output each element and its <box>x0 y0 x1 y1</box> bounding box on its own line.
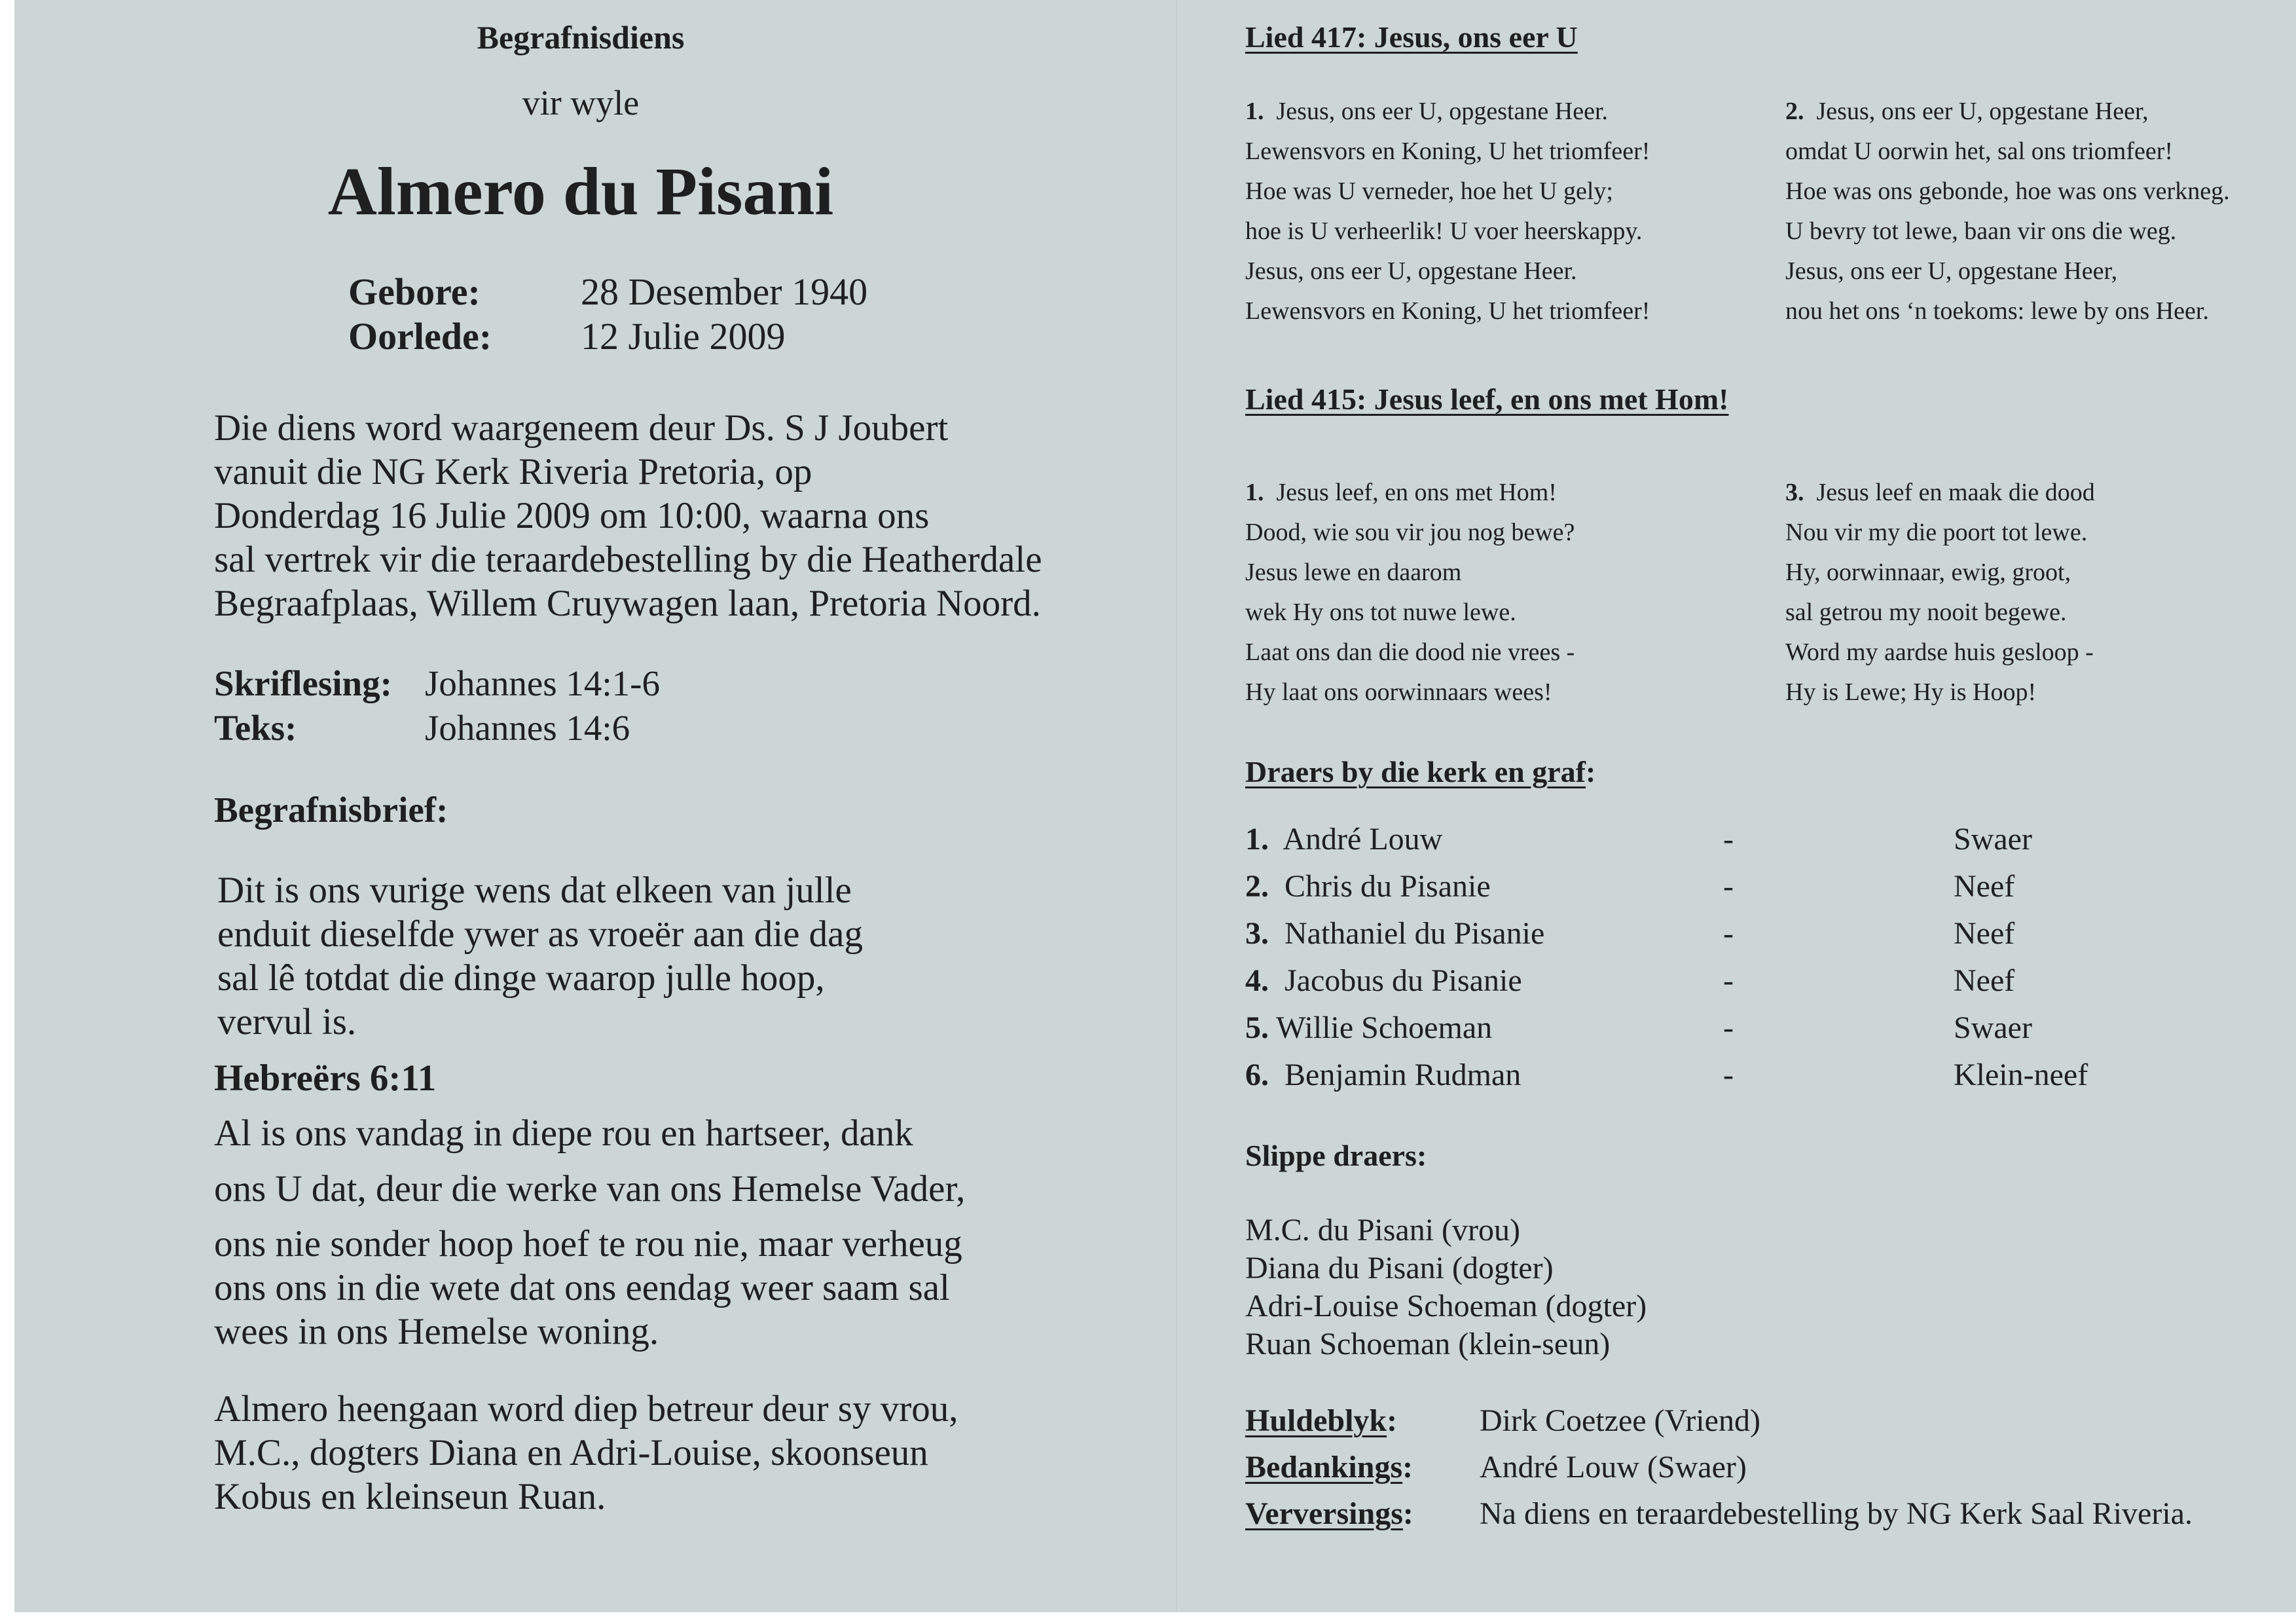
verse-line: Jesus, ons eer U, opgestane Heer, <box>1816 98 2149 125</box>
letter-line: enduit dieselfde ywer as vroeër aan die dag <box>217 913 863 955</box>
slip-bearers-list <box>1245 1211 1647 1363</box>
hymn-415-verse-1 <box>1245 473 1575 712</box>
list-item: Adri-Louise Schoeman (dogter) <box>1245 1289 1647 1323</box>
pamphlet-sheet <box>14 0 2296 1612</box>
bearer-relation: Neef <box>1954 916 2015 951</box>
hymn-417-verse-1 <box>1245 92 1650 331</box>
verse-line: Hy laat ons oorwinnaars wees! <box>1245 678 1552 706</box>
mourners-text <box>214 1387 958 1519</box>
list-item: M.C. du Pisani (vrou) <box>1245 1213 1520 1247</box>
thanks-value: André Louw (Swaer) <box>1480 1450 1747 1485</box>
prayer-line: ons nie sonder hoop hoef te rou nie, maar verheug <box>214 1223 962 1264</box>
bearer-row: 6. Benjamin Rudman <box>1245 1058 1522 1092</box>
died-date: 12 Julie 2009 <box>581 315 786 358</box>
mourners-line: Kobus en kleinseun Ruan. <box>214 1476 606 1517</box>
bearer-row: 1. André Louw <box>1245 822 1443 857</box>
verse-number: 3. <box>1785 479 1804 506</box>
bearer-dash: - <box>1723 1010 1734 1045</box>
refreshments-value: Na diens en teraardebestelling by NG Kerk Saal Riveria. <box>1480 1496 2193 1531</box>
bearer-row: 5. Willie Schoeman <box>1245 1010 1493 1045</box>
verse-line: Jesus, ons eer U, opgestane Heer. <box>1245 257 1577 285</box>
bearer-relation: Swaer <box>1954 822 2032 857</box>
bearer-relation: Neef <box>1954 963 2015 998</box>
bearer-dash: - <box>1723 1058 1734 1092</box>
text-value: Johannes 14:6 <box>425 708 630 748</box>
verse-line: Jesus, ons eer U, opgestane Heer. <box>1276 98 1609 125</box>
verse-line: Hy, oorwinnaar, ewig, groot, <box>1785 559 2071 586</box>
verse-line: Laat ons dan die dood nie vrees - <box>1245 638 1575 666</box>
service-title: Begrafnisdiens <box>477 19 685 56</box>
verse-number: 1. <box>1245 479 1264 506</box>
verse-line: wek Hy ons tot nuwe lewe. <box>1245 599 1516 626</box>
verse-line: Jesus leef en maak die dood <box>1816 479 2095 506</box>
slip-bearers-heading: Slippe draers: <box>1245 1139 1427 1172</box>
letter-line: vervul is. <box>217 1001 357 1043</box>
prayer-line: ons U dat, deur die werke van ons Hemelse Vader, <box>214 1168 966 1209</box>
service-line: vanuit die NG Kerk Riveria Pretoria, op <box>214 451 812 492</box>
prayer-line: wees in ons Hemelse woning. <box>214 1311 659 1352</box>
bearer-relation: Neef <box>1954 869 2015 904</box>
verse-line: omdat U oorwin het, sal ons triomfeer! <box>1785 138 2174 165</box>
verse-line: Jesus leef, en ons met Hom! <box>1276 479 1557 506</box>
text-label: Teks: <box>214 708 297 748</box>
bearer-row: 4. Jacobus du Pisanie <box>1245 963 1522 998</box>
bearer-relation: Klein-neef <box>1954 1058 2088 1092</box>
bearer-dash: - <box>1723 963 1734 998</box>
bearer-dash: - <box>1723 822 1734 857</box>
verse-line: U bevry tot lewe, baan vir ons die weg. <box>1785 217 2177 245</box>
verse-line: Dood, wie sou vir jou nog bewe? <box>1245 519 1575 546</box>
born-date: 28 Desember 1940 <box>581 270 868 313</box>
service-line: Die diens word waargeneem deur Ds. S J Joubert <box>214 407 949 449</box>
center-fold <box>1176 0 1178 1612</box>
verse-number: 1. <box>1245 98 1264 125</box>
thanks-label: Bedankings: <box>1245 1450 1413 1485</box>
bearers-heading: Draers by die kerk en graf: <box>1245 755 1596 788</box>
bearer-dash: - <box>1723 869 1734 904</box>
verse-line: sal getrou my nooit begewe. <box>1785 599 2067 626</box>
hymn-417-title: Lied 417: Jesus, ons eer U <box>1245 20 1578 54</box>
reading-label: Skriflesing: <box>214 663 392 703</box>
hymn-417-verse-2 <box>1785 92 2230 331</box>
verse-line: Jesus lewe en daarom <box>1245 559 1462 586</box>
bearer-row: 3. Nathaniel du Pisanie <box>1245 916 1545 951</box>
service-details <box>214 406 1042 625</box>
tribute-label: Huldeblyk: <box>1245 1403 1398 1438</box>
mourners-line: Almero heengaan word diep betreur deur sy vrou, <box>214 1388 958 1430</box>
verse-reference: Hebreërs 6:11 <box>214 1058 437 1099</box>
verse-line: nou het ons ‘n toekoms: lewe by ons Heer. <box>1785 297 2209 325</box>
reading-value: Johannes 14:1-6 <box>425 663 660 703</box>
hymn-415-verse-3 <box>1785 473 2095 712</box>
verse-line: Lewensvors en Koning, U het triomfeer! <box>1245 297 1650 325</box>
letter-line: Dit is ons vurige wens dat elkeen van julle <box>217 870 852 911</box>
bearer-relation: Swaer <box>1954 1010 2032 1045</box>
mourners-line: M.C., dogters Diana en Adri-Louise, skoonseun <box>214 1432 928 1473</box>
verse-line: Hoe was ons gebonde, hoe was ons verkneg. <box>1785 177 2230 205</box>
prayer-line: ons ons in die wete dat ons eendag weer saam sal <box>214 1267 950 1308</box>
verse-line: Nou vir my die poort tot lewe. <box>1785 519 2088 546</box>
list-item: Diana du Pisani (dogter) <box>1245 1251 1554 1285</box>
letter-text <box>217 868 863 1044</box>
letter-line: sal lê totdat die dinge waarop julle hoop, <box>217 957 825 999</box>
list-item: Ruan Schoeman (klein-seun) <box>1245 1327 1611 1361</box>
prayer-line: Al is ons vandag in diepe rou en hartseer, dank <box>214 1113 913 1154</box>
verse-line: hoe is U verheerlik! U voer heerskappy. <box>1245 217 1643 245</box>
service-line: Begraafplaas, Willem Cruywagen laan, Pretoria Noord. <box>214 583 1041 624</box>
verse-line: Lewensvors en Koning, U het triomfeer! <box>1245 138 1650 165</box>
born-label: Gebore: <box>348 270 481 313</box>
bearer-row: 2. Chris du Pisanie <box>1245 869 1491 904</box>
hymn-415-title: Lied 415: Jesus leef, en ons met Hom! <box>1245 382 1729 416</box>
letter-heading: Begrafnisbrief: <box>214 790 448 830</box>
verse-line: Word my aardse huis gesloop - <box>1785 638 2094 666</box>
died-label: Oorlede: <box>348 315 492 358</box>
bearer-dash: - <box>1723 916 1734 951</box>
deceased-name: Almero du Pisani <box>327 154 834 229</box>
refreshments-label: Verversings: <box>1245 1496 1413 1531</box>
verse-line: Hoe was U verneder, hoe het U gely; <box>1245 177 1613 205</box>
service-subtitle: vir wyle <box>522 83 640 122</box>
service-line: Donderdag 16 Julie 2009 om 10:00, waarna ons <box>214 495 930 536</box>
verse-number: 2. <box>1785 98 1804 125</box>
service-line: sal vertrek vir die teraardebestelling by die Heatherdale <box>214 539 1042 580</box>
tribute-value: Dirk Coetzee (Vriend) <box>1480 1403 1760 1438</box>
verse-line: Jesus, ons eer U, opgestane Heer, <box>1785 257 2118 285</box>
verse-line: Hy is Lewe; Hy is Hoop! <box>1785 678 2037 706</box>
